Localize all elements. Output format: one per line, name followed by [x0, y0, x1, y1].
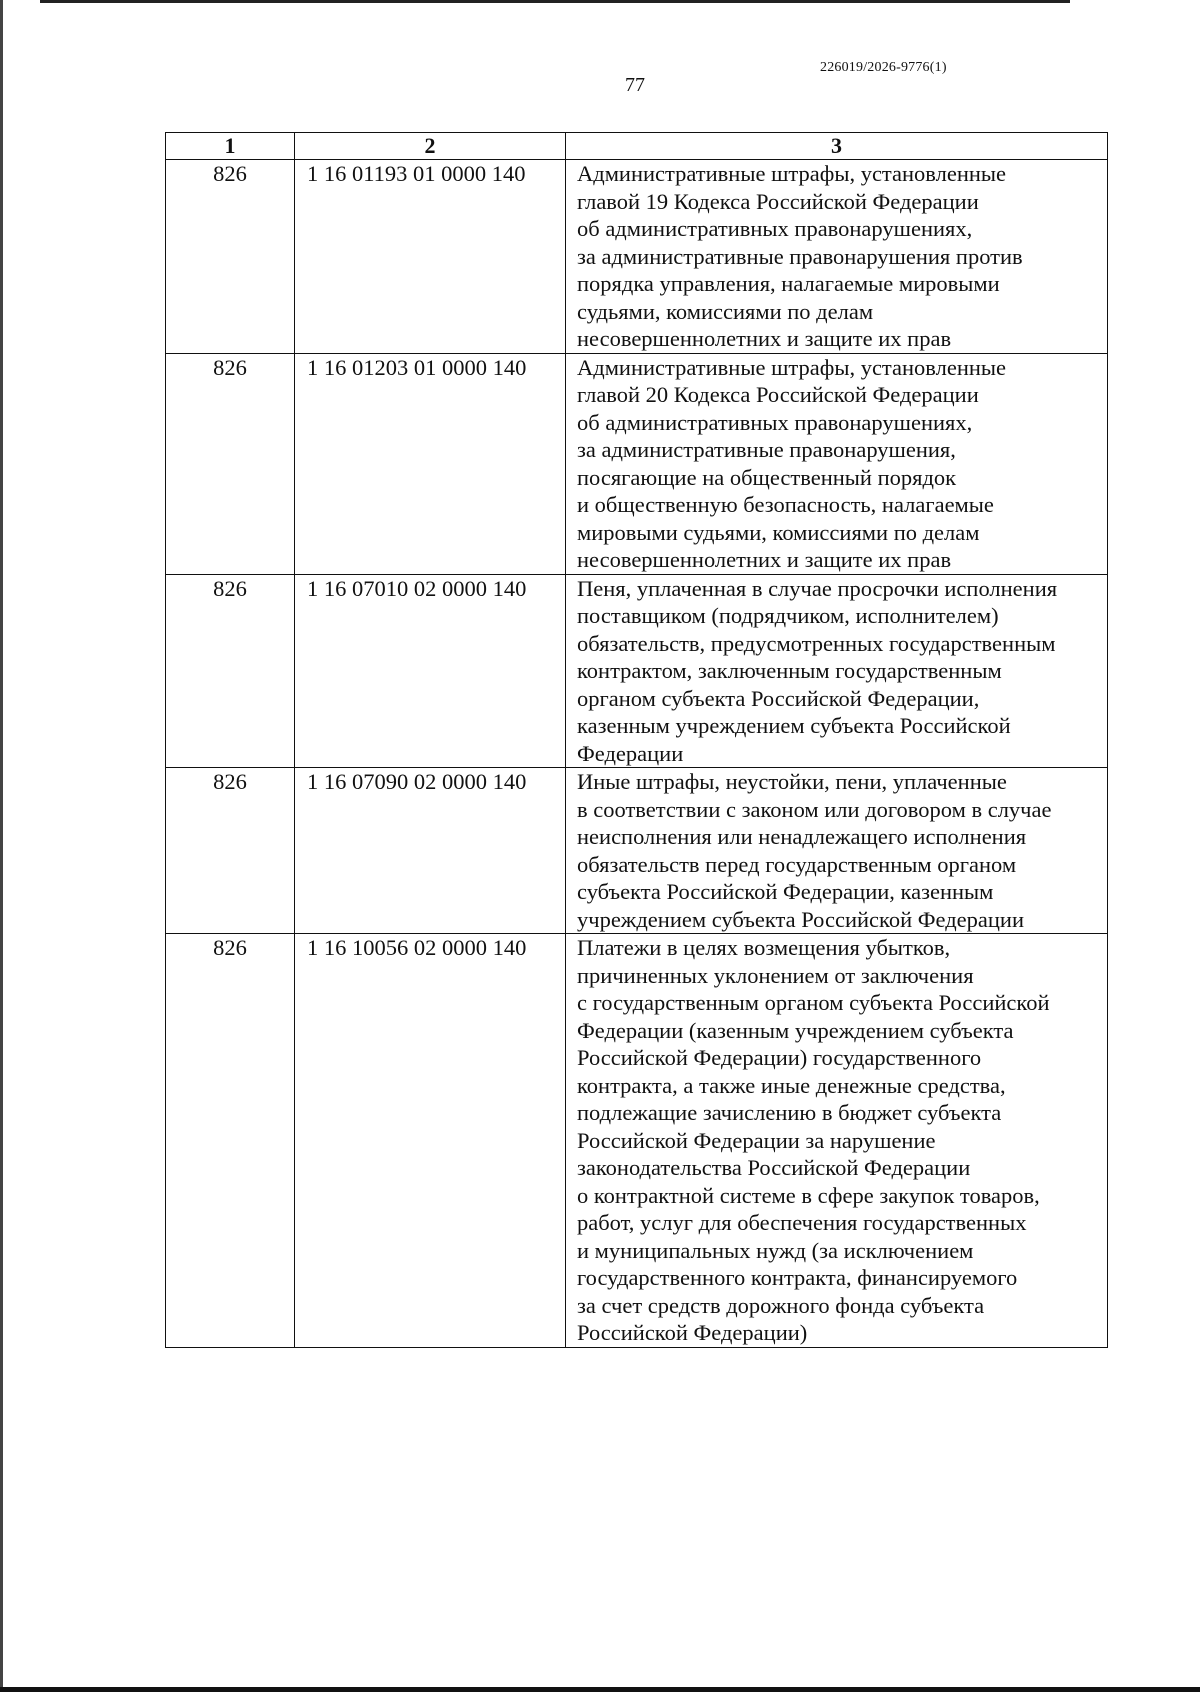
description-line: несовершеннолетних и защите их прав: [577, 547, 952, 572]
document-registration-code: 226019/2026-9776(1): [820, 60, 947, 75]
description-line: учреждением субъекта Российской Федерации: [577, 906, 1024, 932]
description-line: государственного контракта, финансируемого: [577, 1265, 1018, 1290]
table-row: [166, 768, 1108, 934]
table-row: [166, 353, 1108, 574]
budget-classification-code-cell: 1 16 10056 02 0000 140: [295, 934, 566, 1348]
description-line: за счет средств дорожного фонда субъекта: [577, 1292, 985, 1318]
description-line: несовершеннолетних и защите их прав: [577, 326, 952, 351]
description-line: подлежащие зачислению в бюджет субъекта: [577, 1100, 1002, 1125]
description-line: Российской Федерации) государственного: [577, 1045, 982, 1070]
description-line: Платежи в целях возмещения убытков,: [577, 935, 951, 960]
description-line: причиненных уклонением от заключения: [577, 962, 974, 988]
admin-code-cell: 826: [166, 934, 295, 1348]
budget-classification-code-cell: 1 16 07090 02 0000 140: [295, 768, 566, 934]
description-line: обязательств, предусмотренных государственным: [577, 630, 1056, 656]
budget-classification-code-cell: 1 16 01193 01 0000 140: [295, 160, 566, 354]
scan-bottom-edge: [0, 1687, 1200, 1692]
description-line: Иные штрафы, неустойки, пени, уплаченные: [577, 769, 1007, 794]
description-line: с государственным органом субъекта Российской: [577, 990, 1050, 1015]
description-line: субъекта Российской Федерации, казенным: [577, 879, 994, 904]
description-line: за административные правонарушения против: [577, 243, 1023, 269]
revenue-description-cell: [566, 353, 1108, 574]
scan-left-edge: [0, 0, 3, 1692]
budget-classification-code-cell: 1 16 07010 02 0000 140: [295, 574, 566, 768]
page-number: 77: [625, 74, 645, 96]
description-line: поставщиком (подрядчиком, исполнителем): [577, 603, 999, 628]
description-line: органом субъекта Российской Федерации,: [577, 685, 980, 711]
revenue-description-cell: [566, 768, 1108, 934]
description-line: контракта, а также иные денежные средства,: [577, 1072, 1006, 1098]
description-line: судьями, комиссиями по делам: [577, 298, 874, 324]
table-row: [166, 160, 1108, 354]
revenue-codes-table: [165, 132, 1108, 1348]
description-line: и муниципальных нужд (за исключением: [577, 1237, 974, 1263]
description-line: Административные штрафы, установленные: [577, 161, 1007, 186]
description-line: посягающие на общественный порядок: [577, 464, 957, 490]
description-line: казенным учреждением субъекта Российской: [577, 713, 1011, 738]
description-line: порядка управления, налагаемые мировыми: [577, 271, 1000, 296]
description-line: работ, услуг для обеспечения государственных: [577, 1210, 1027, 1235]
column-header-2: 2: [295, 133, 566, 160]
budget-classification-code-cell: 1 16 01203 01 0000 140: [295, 353, 566, 574]
table-row: [166, 934, 1108, 1348]
description-line: Федерации: [577, 740, 684, 766]
table-header: [166, 133, 1108, 160]
revenue-description-cell: [566, 934, 1108, 1348]
description-line: мировыми судьями, комиссиями по делам: [577, 519, 980, 545]
description-line: о контрактной системе в сфере закупок товаров,: [577, 1182, 1040, 1208]
table-body: [166, 160, 1108, 1348]
description-line: Пеня, уплаченная в случае просрочки исполнения: [577, 575, 1058, 601]
description-line: в соответствии с законом или договором в случае: [577, 796, 1052, 822]
revenue-description-cell: [566, 160, 1108, 354]
admin-code-cell: 826: [166, 160, 295, 354]
description-line: неисполнения или ненадлежащего исполнения: [577, 824, 1027, 849]
description-line: главой 20 Кодекса Российской Федерации: [577, 382, 979, 407]
description-line: об административных правонарушениях,: [577, 409, 973, 435]
column-header-3: 3: [566, 133, 1108, 160]
description-line: за административные правонарушения,: [577, 437, 956, 462]
admin-code-cell: 826: [166, 574, 295, 768]
description-line: Административные штрафы, установленные: [577, 354, 1007, 380]
table-row: [166, 574, 1108, 768]
description-line: законодательства Российской Федерации: [577, 1155, 971, 1180]
description-line: об административных правонарушениях,: [577, 216, 973, 241]
description-line: главой 19 Кодекса Российской Федерации: [577, 188, 979, 214]
admin-code-cell: 826: [166, 768, 295, 934]
description-line: Российской Федерации): [577, 1320, 808, 1345]
revenue-description-cell: [566, 574, 1108, 768]
description-line: и общественную безопасность, налагаемые: [577, 492, 994, 517]
description-line: обязательств перед государственным органом: [577, 851, 1017, 877]
table-header-row: [166, 133, 1108, 160]
description-line: Российской Федерации за нарушение: [577, 1127, 936, 1153]
admin-code-cell: 826: [166, 353, 295, 574]
description-line: Федерации (казенным учреждением субъекта: [577, 1017, 1014, 1043]
scan-top-edge-line: [40, 0, 1070, 3]
description-line: контрактом, заключенным государственным: [577, 658, 1002, 683]
column-header-1: 1: [166, 133, 295, 160]
